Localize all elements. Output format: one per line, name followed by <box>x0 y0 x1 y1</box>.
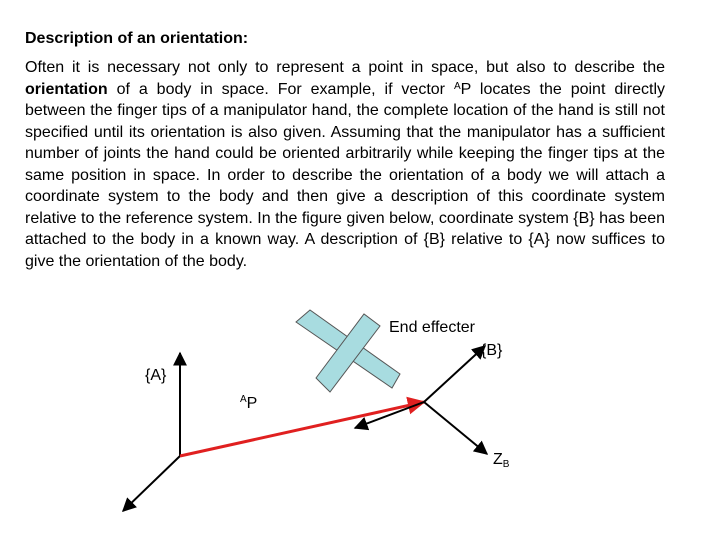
position-vector-ap <box>180 402 424 456</box>
z-b-axis-label <box>493 451 509 469</box>
frame-b-label: {B} <box>481 342 503 359</box>
paragraph-text-1: Often it is necessary not only to represent a point in space, but also to describe the <box>25 59 665 76</box>
frame-a-label: {A} <box>145 367 167 384</box>
paragraph-bold-term: orientation <box>25 80 108 98</box>
vector-ap-label <box>240 395 257 413</box>
frame-b-y-axis <box>424 346 485 402</box>
z-b-subscript: B <box>502 459 510 470</box>
z-b-main: Z <box>493 451 503 468</box>
frame-b-z-axis <box>424 402 487 454</box>
vector-ap-superscript: A <box>240 394 247 405</box>
paragraph-text-2: of a body in space. For example, if vector <box>107 80 454 98</box>
frame-a-x-axis <box>123 456 180 511</box>
vector-superscript: A <box>453 80 461 92</box>
end-effector-hand <box>296 310 400 392</box>
end-effecter-label: End effecter <box>389 319 475 336</box>
vector-ap-symbol: P <box>246 395 258 412</box>
vector-symbol: P <box>460 80 471 98</box>
paragraph-text-3: locates the point directly between the finger tips of a manipulator hand, the complete location of the hand is still not specified until its orientation is also given. Assuming that the manipulator has a sufficient number of joints the hand could be oriented arbitrarily while keeping the finger tips at the same position in space. In order to describe the orientation of a body we will attach a coordinate system to the body and then give a description of this coordinate system relative to the reference system. In the figure given below, coordinate system {B} has been attached to the body in a known way. A description of {B} relative to {A} now suffices to give the orientation of the body. <box>25 80 666 270</box>
section-heading: Description of an orientation: <box>25 30 249 47</box>
